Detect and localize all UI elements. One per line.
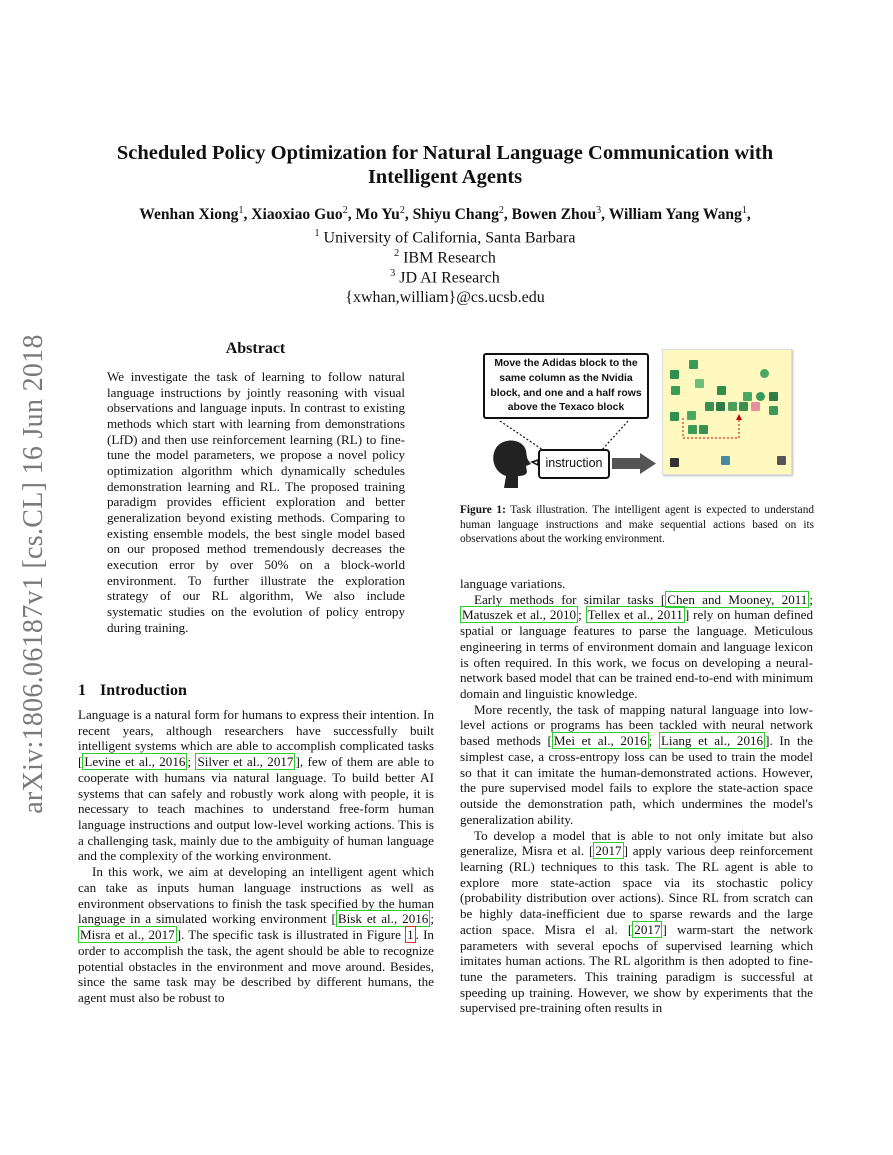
affiliation: $^2$ IBM Research bbox=[394, 248, 496, 267]
author: William Yang Wang bbox=[608, 206, 742, 224]
figure-link[interactable]: 1 bbox=[407, 927, 414, 943]
citation-link[interactable]: Mei et al., 2016 bbox=[553, 733, 647, 749]
citation-link[interactable]: Silver et al., 2017 bbox=[197, 754, 294, 770]
email: {xwhan,william}@cs.ucsb.edu bbox=[345, 289, 545, 306]
arxiv-watermark: arXiv:1806.06187v1 [cs.CL] 16 Jun 2018 bbox=[18, 334, 49, 814]
author: Wenhan Xiong bbox=[139, 206, 239, 224]
citation-link[interactable]: Tellex et al., 2011 bbox=[587, 607, 683, 623]
right-column-body bbox=[460, 576, 813, 1016]
author: Shiyu Chang bbox=[412, 206, 499, 224]
paragraph: language variations. bbox=[460, 576, 566, 591]
author: Xiaoxiao Guo bbox=[251, 206, 343, 224]
paragraph: Language is a natural form for humans to express their intention. In recent years, although researchers have successfully built intelligent systems which are able to accomplish complicated tasks [ Levine et al., 2016 ; Silver et al., 2017 ], few of them are able to cooperate with humans via natural language. To build better AI systems that can safely and robustly work along with people, it is necessary to teach machines to understand free-form human language instructions and output low-level working actions. This is a challenging task, mainly due to the ambiguity of human language and the complexity of the working environment. bbox=[78, 707, 435, 864]
author-list: Wenhan Xiong$^1$, Xiaoxiao Guo$^2$, Mo Yu$^2$, Shiyu Chang$^2$, Bowen Zhou$^3$, William Yang Wang$^1$, bbox=[139, 205, 751, 224]
paper-title: Scheduled Policy Optimization for Natural Language Communication with Intelligent Agents bbox=[116, 142, 774, 188]
arrow-right-icon bbox=[612, 453, 656, 474]
abstract-heading: Abstract bbox=[225, 340, 286, 357]
paragraph: In this work, we aim at developing an intelligent agent which can take as inputs human language instructions as well as environment observations to finish the task specified by the human language in a simulated working environment [ Bisk et al., 2016 ; Misra et al., 2017 ]. The specific task is illustrated in Figure 1 . In order to accomplish the task, the agent should be able to recognize potential obstacles in the environment and move around. Besides, since the same task may be described by different humans, the agent must also be robust to bbox=[78, 864, 434, 1005]
citation-link[interactable]: Chen and Mooney, 2011 bbox=[667, 591, 808, 607]
trajectory-path bbox=[663, 350, 791, 474]
affiliation: $^1$ University of California, Santa Barbara bbox=[314, 228, 576, 247]
citation-link[interactable]: 2017 bbox=[595, 843, 622, 859]
citation-link[interactable]: 2017 bbox=[634, 921, 661, 937]
citation-link[interactable]: Liang et al., 2016 bbox=[660, 733, 764, 749]
instruction-speech-bubble: Move the Adidas block to the same column as the Nvidia block, and one and a half rows above the Texaco block bbox=[483, 353, 649, 419]
left-column-body bbox=[78, 707, 434, 1006]
abstract-text: We investigate the task of learning to follow natural language instructions by jointly reasoning with visual observations and language inputs. In contrast to existing methods which start with learning from demonstrations (LfD) and then use reinforcement learning (RL) to fine-tune the model parameters, we propose a novel policy optimization algorithm which dynamically schedules demonstration learning and RL. The proposed training paradigm provides efficient exploration and better generalization beyond existing methods. Comparing to existing ensemble models, the best single model based on our proposed method tremendously decreases the execution error by over 50% on a block-world environment. To further illustrate the exploration strategy of our RL algorithm, We also include systematic studies on the evolution of policy entropy during training. bbox=[107, 369, 405, 635]
human-head-icon bbox=[493, 441, 531, 489]
figure-caption: Figure 1: Task illustration. The intelligent agent is expected to understand human language instructions and make sequential actions based on its observations about the working environment. bbox=[460, 504, 814, 546]
citation-link[interactable]: Levine et al., 2016 bbox=[84, 754, 186, 770]
citation-link[interactable]: Misra et al., 2017 bbox=[80, 927, 175, 943]
author: Bowen Zhou bbox=[511, 206, 597, 224]
block-world-grid bbox=[662, 349, 792, 475]
paragraph: To develop a model that is able to not only imitate but also generalize, Misra et al. [ 2017 ] apply various deep reinforcement learning (RL) techniques to this task. The RL agent is able to explore more state-action space via its stochastic policy (probability distribution over actions). Since RL from scratch can be highly data-inefficient due to sparse rewards and the large action space. Misra el al. [ 2017 ] warm-start the network parameters with several epochs of supervised learning which imitates human actions. The RL algorithm is then adopted to fine-tune the parameters. This training paradigm is successful at speeding up training. However, we show by experiments that the supervised pre-training often results in bbox=[460, 827, 813, 1016]
citation-link[interactable]: Bisk et al., 2016 bbox=[337, 911, 429, 927]
paragraph: More recently, the task of mapping natural language into low-level actions or programs has been tackled with neural network based methods [ Mei et al., 2016 ; Liang et al., 2016 ]. In the simplest case, a cross-entropy loss can be used to train the model so that it can imitate the human-demonstrated actions. However, the pure supervised model fails to explore the state-action space outside the demonstration path, which undermines the model's generalization ability. bbox=[460, 701, 813, 827]
section-heading: 1 Introduction bbox=[78, 682, 187, 699]
instruction-label-box: instruction bbox=[538, 449, 610, 479]
citation-link[interactable]: Matuszek et al., 2010 bbox=[462, 607, 577, 623]
paragraph: Early methods for similar tasks [ Chen and Mooney, 2011 ; Matuszek et al., 2010 ; Tellex et al., 2011 ] rely on human defined spatial or language features to parse the language. Meticulous engineering in terms of environment domain and language lexicon is often required. In this work, we focus on developing a neural-network based model that can be trained end-to-end with minimum domain and linguistic knowledge. bbox=[460, 591, 814, 702]
affiliation: $^3$ JD AI Research bbox=[390, 268, 500, 287]
figure-1 bbox=[480, 348, 792, 488]
author: Mo Yu bbox=[355, 206, 400, 224]
